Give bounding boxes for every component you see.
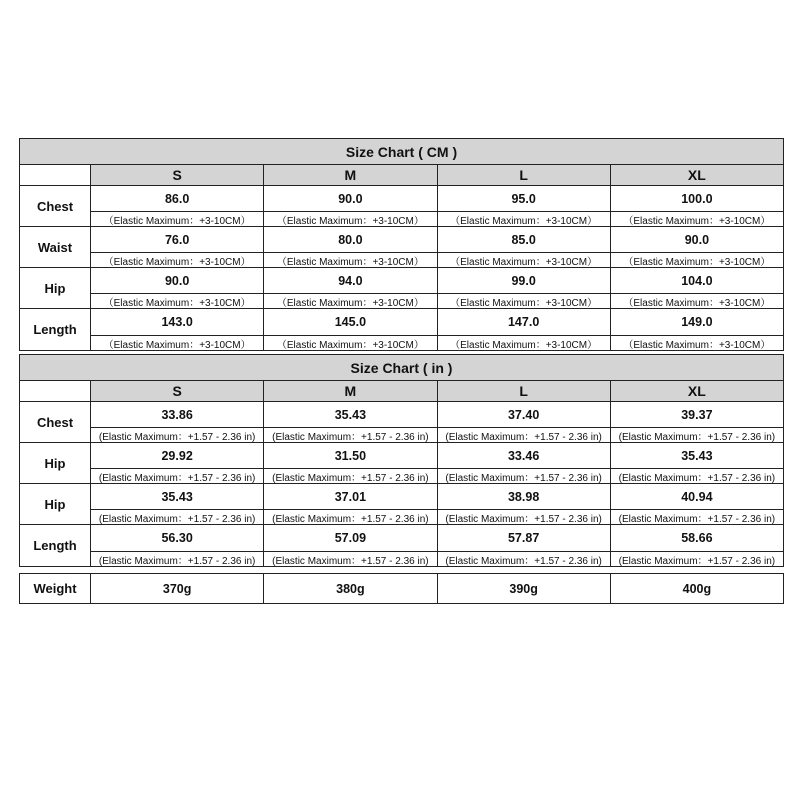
table-cell <box>91 402 264 442</box>
table-cell <box>264 227 437 267</box>
table-cell <box>91 268 264 308</box>
table-cell <box>91 443 264 483</box>
cell-note: （Elastic Maximum：+3-10CM） <box>264 335 436 350</box>
cell-value: 147.0 <box>507 315 540 329</box>
cell-note: （Elastic Maximum：+3-10CM） <box>438 252 610 267</box>
table-cell <box>264 525 437 566</box>
cell-note: （Elastic Maximum：+3-10CM） <box>91 293 263 308</box>
table-cell <box>611 186 783 226</box>
cm-size-l: L <box>438 165 611 185</box>
cell-note: （Elastic Maximum：+3-10CM） <box>91 335 263 350</box>
row-label: Waist <box>20 227 91 267</box>
table-cell <box>91 186 264 226</box>
cell-note: （Elastic Maximum：+3-10CM） <box>91 252 263 267</box>
cell-value: 104.0 <box>681 273 713 288</box>
row-label: Length <box>20 309 91 350</box>
table-cell <box>438 443 611 483</box>
table-cell <box>611 484 783 524</box>
cell-note: （Elastic Maximum：+3-10CM） <box>438 335 610 350</box>
cm-size-header-row <box>20 165 783 186</box>
table-cell <box>264 402 437 442</box>
table-cell <box>438 402 611 442</box>
row-label: Hip <box>20 484 91 524</box>
table-cell <box>91 484 264 524</box>
cell-note: (Elastic Maximum：+1.57 - 2.36 in) <box>264 468 436 483</box>
cell-note: (Elastic Maximum：+1.57 - 2.36 in) <box>91 551 263 566</box>
cell-note: (Elastic Maximum：+1.57 - 2.36 in) <box>611 551 783 566</box>
row-label: Hip <box>20 443 91 483</box>
in-row-hip-2 <box>20 484 783 525</box>
cell-value: 86.0 <box>164 191 190 206</box>
row-label: Chest <box>20 402 91 442</box>
cell-note: （Elastic Maximum：+3-10CM） <box>264 211 436 226</box>
weight-l: 390g <box>438 574 611 603</box>
cell-note: （Elastic Maximum：+3-10CM） <box>611 335 783 350</box>
cell-value: 29.92 <box>161 448 193 463</box>
cell-note: （Elastic Maximum：+3-10CM） <box>264 252 436 267</box>
cell-value: 99.0 <box>511 273 536 288</box>
cell-note: （Elastic Maximum：+3-10CM） <box>611 211 783 226</box>
table-cell <box>264 443 437 483</box>
in-header-corner <box>20 381 91 401</box>
cell-note: (Elastic Maximum：+1.57 - 2.36 in) <box>91 427 263 442</box>
cell-value: 90.0 <box>338 191 363 206</box>
cell-value: 33.86 <box>161 407 193 422</box>
table-cell <box>264 268 437 308</box>
weight-m: 380g <box>264 574 437 603</box>
cell-note: (Elastic Maximum：+1.57 - 2.36 in) <box>611 427 783 442</box>
cell-value: 35.43 <box>161 489 193 504</box>
weight-table <box>19 573 784 604</box>
cm-row-hip <box>20 268 783 309</box>
in-row-hip-1 <box>20 443 783 484</box>
cell-value: 58.66 <box>681 531 713 545</box>
row-label: Hip <box>20 268 91 308</box>
cell-note: (Elastic Maximum：+1.57 - 2.36 in) <box>264 427 436 442</box>
cell-note: （Elastic Maximum：+3-10CM） <box>611 293 783 308</box>
in-size-m: M <box>264 381 437 401</box>
table-cell <box>91 525 264 566</box>
cell-value: 35.43 <box>334 407 367 422</box>
cell-note: (Elastic Maximum：+1.57 - 2.36 in) <box>91 468 263 483</box>
cell-note: （Elastic Maximum：+3-10CM） <box>91 211 263 226</box>
cell-value: 39.37 <box>681 407 713 422</box>
weight-label: Weight <box>20 574 91 603</box>
table-cell <box>91 227 264 267</box>
table-cell <box>611 227 783 267</box>
cell-value: 31.50 <box>334 448 367 463</box>
cell-value: 85.0 <box>511 232 536 247</box>
in-size-header-row <box>20 381 783 402</box>
cell-note: (Elastic Maximum：+1.57 - 2.36 in) <box>438 427 610 442</box>
in-table-title: Size Chart ( in ) <box>20 355 783 381</box>
table-cell <box>438 309 611 350</box>
cell-note: （Elastic Maximum：+3-10CM） <box>438 211 610 226</box>
size-chart-in-table <box>19 354 784 567</box>
cell-note: (Elastic Maximum：+1.57 - 2.36 in) <box>611 468 783 483</box>
size-chart-cm-table <box>19 138 784 351</box>
table-cell <box>264 484 437 524</box>
in-size-l: L <box>438 381 611 401</box>
table-cell <box>438 186 611 226</box>
cell-note: (Elastic Maximum：+1.57 - 2.36 in) <box>438 468 610 483</box>
row-label: Length <box>20 525 91 566</box>
cm-row-length <box>20 309 783 350</box>
weight-s: 370g <box>91 574 264 603</box>
weight-xl: 400g <box>682 581 712 596</box>
cell-note: （Elastic Maximum：+3-10CM） <box>264 293 436 308</box>
cell-value: 37.40 <box>507 407 540 422</box>
cell-value: 149.0 <box>681 315 713 329</box>
table-cell <box>438 484 611 524</box>
cell-value: 90.0 <box>684 232 710 247</box>
table-cell <box>264 309 437 350</box>
cell-value: 35.43 <box>681 448 713 463</box>
cell-value: 143.0 <box>161 315 193 329</box>
cell-value: 100.0 <box>681 191 713 206</box>
cell-note: (Elastic Maximum：+1.57 - 2.36 in) <box>438 509 610 524</box>
cm-size-xl: XL <box>687 167 706 183</box>
cm-size-s: S <box>91 165 264 185</box>
cell-value: 33.46 <box>507 448 540 463</box>
cell-value: 95.0 <box>511 191 536 206</box>
cm-row-chest <box>20 186 783 227</box>
cell-note: （Elastic Maximum：+3-10CM） <box>438 293 610 308</box>
cell-value: 37.01 <box>334 489 367 504</box>
cm-header-corner <box>20 165 91 185</box>
table-cell <box>611 443 783 483</box>
cell-value: 76.0 <box>164 232 190 247</box>
in-row-chest <box>20 402 783 443</box>
cell-value: 145.0 <box>334 315 367 329</box>
in-row-length <box>20 525 783 566</box>
cell-value: 40.94 <box>681 489 713 504</box>
cell-value: 38.98 <box>507 489 540 504</box>
cell-note: (Elastic Maximum：+1.57 - 2.36 in) <box>611 509 783 524</box>
table-cell <box>611 402 783 442</box>
table-cell <box>91 309 264 350</box>
cell-value: 90.0 <box>164 273 190 288</box>
cm-size-m: M <box>264 165 437 185</box>
cell-value: 56.30 <box>161 531 193 545</box>
cell-note: （Elastic Maximum：+3-10CM） <box>611 252 783 267</box>
weight-row <box>20 574 783 603</box>
table-cell <box>611 268 783 308</box>
cell-note: (Elastic Maximum：+1.57 - 2.36 in) <box>438 551 610 566</box>
cell-note: (Elastic Maximum：+1.57 - 2.36 in) <box>264 509 436 524</box>
table-cell <box>264 186 437 226</box>
table-cell <box>611 309 783 350</box>
cell-value: 94.0 <box>338 273 363 288</box>
row-label: Chest <box>20 186 91 226</box>
in-size-s: S <box>91 381 264 401</box>
cell-value: 57.09 <box>334 531 367 545</box>
table-cell <box>438 268 611 308</box>
cell-note: (Elastic Maximum：+1.57 - 2.36 in) <box>264 551 436 566</box>
cm-table-title: Size Chart ( CM ) <box>20 139 783 165</box>
in-size-xl: XL <box>687 383 706 399</box>
table-cell <box>438 227 611 267</box>
cm-row-waist <box>20 227 783 268</box>
table-cell <box>611 525 783 566</box>
table-cell <box>438 525 611 566</box>
cell-note: (Elastic Maximum：+1.57 - 2.36 in) <box>91 509 263 524</box>
cell-value: 80.0 <box>338 232 363 247</box>
cell-value: 57.87 <box>507 531 540 545</box>
